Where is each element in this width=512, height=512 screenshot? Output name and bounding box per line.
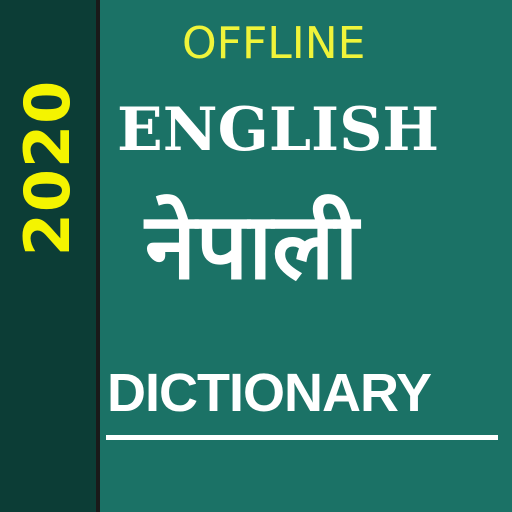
year-label: 2020 (11, 79, 84, 257)
english-title: ENGLISH (117, 95, 440, 165)
offline-label: OFFLINE (182, 18, 366, 69)
dictionary-title: DICTIONARY (107, 363, 431, 423)
dictionary-underline (106, 435, 498, 440)
nepali-title: नेपाली (145, 193, 359, 300)
